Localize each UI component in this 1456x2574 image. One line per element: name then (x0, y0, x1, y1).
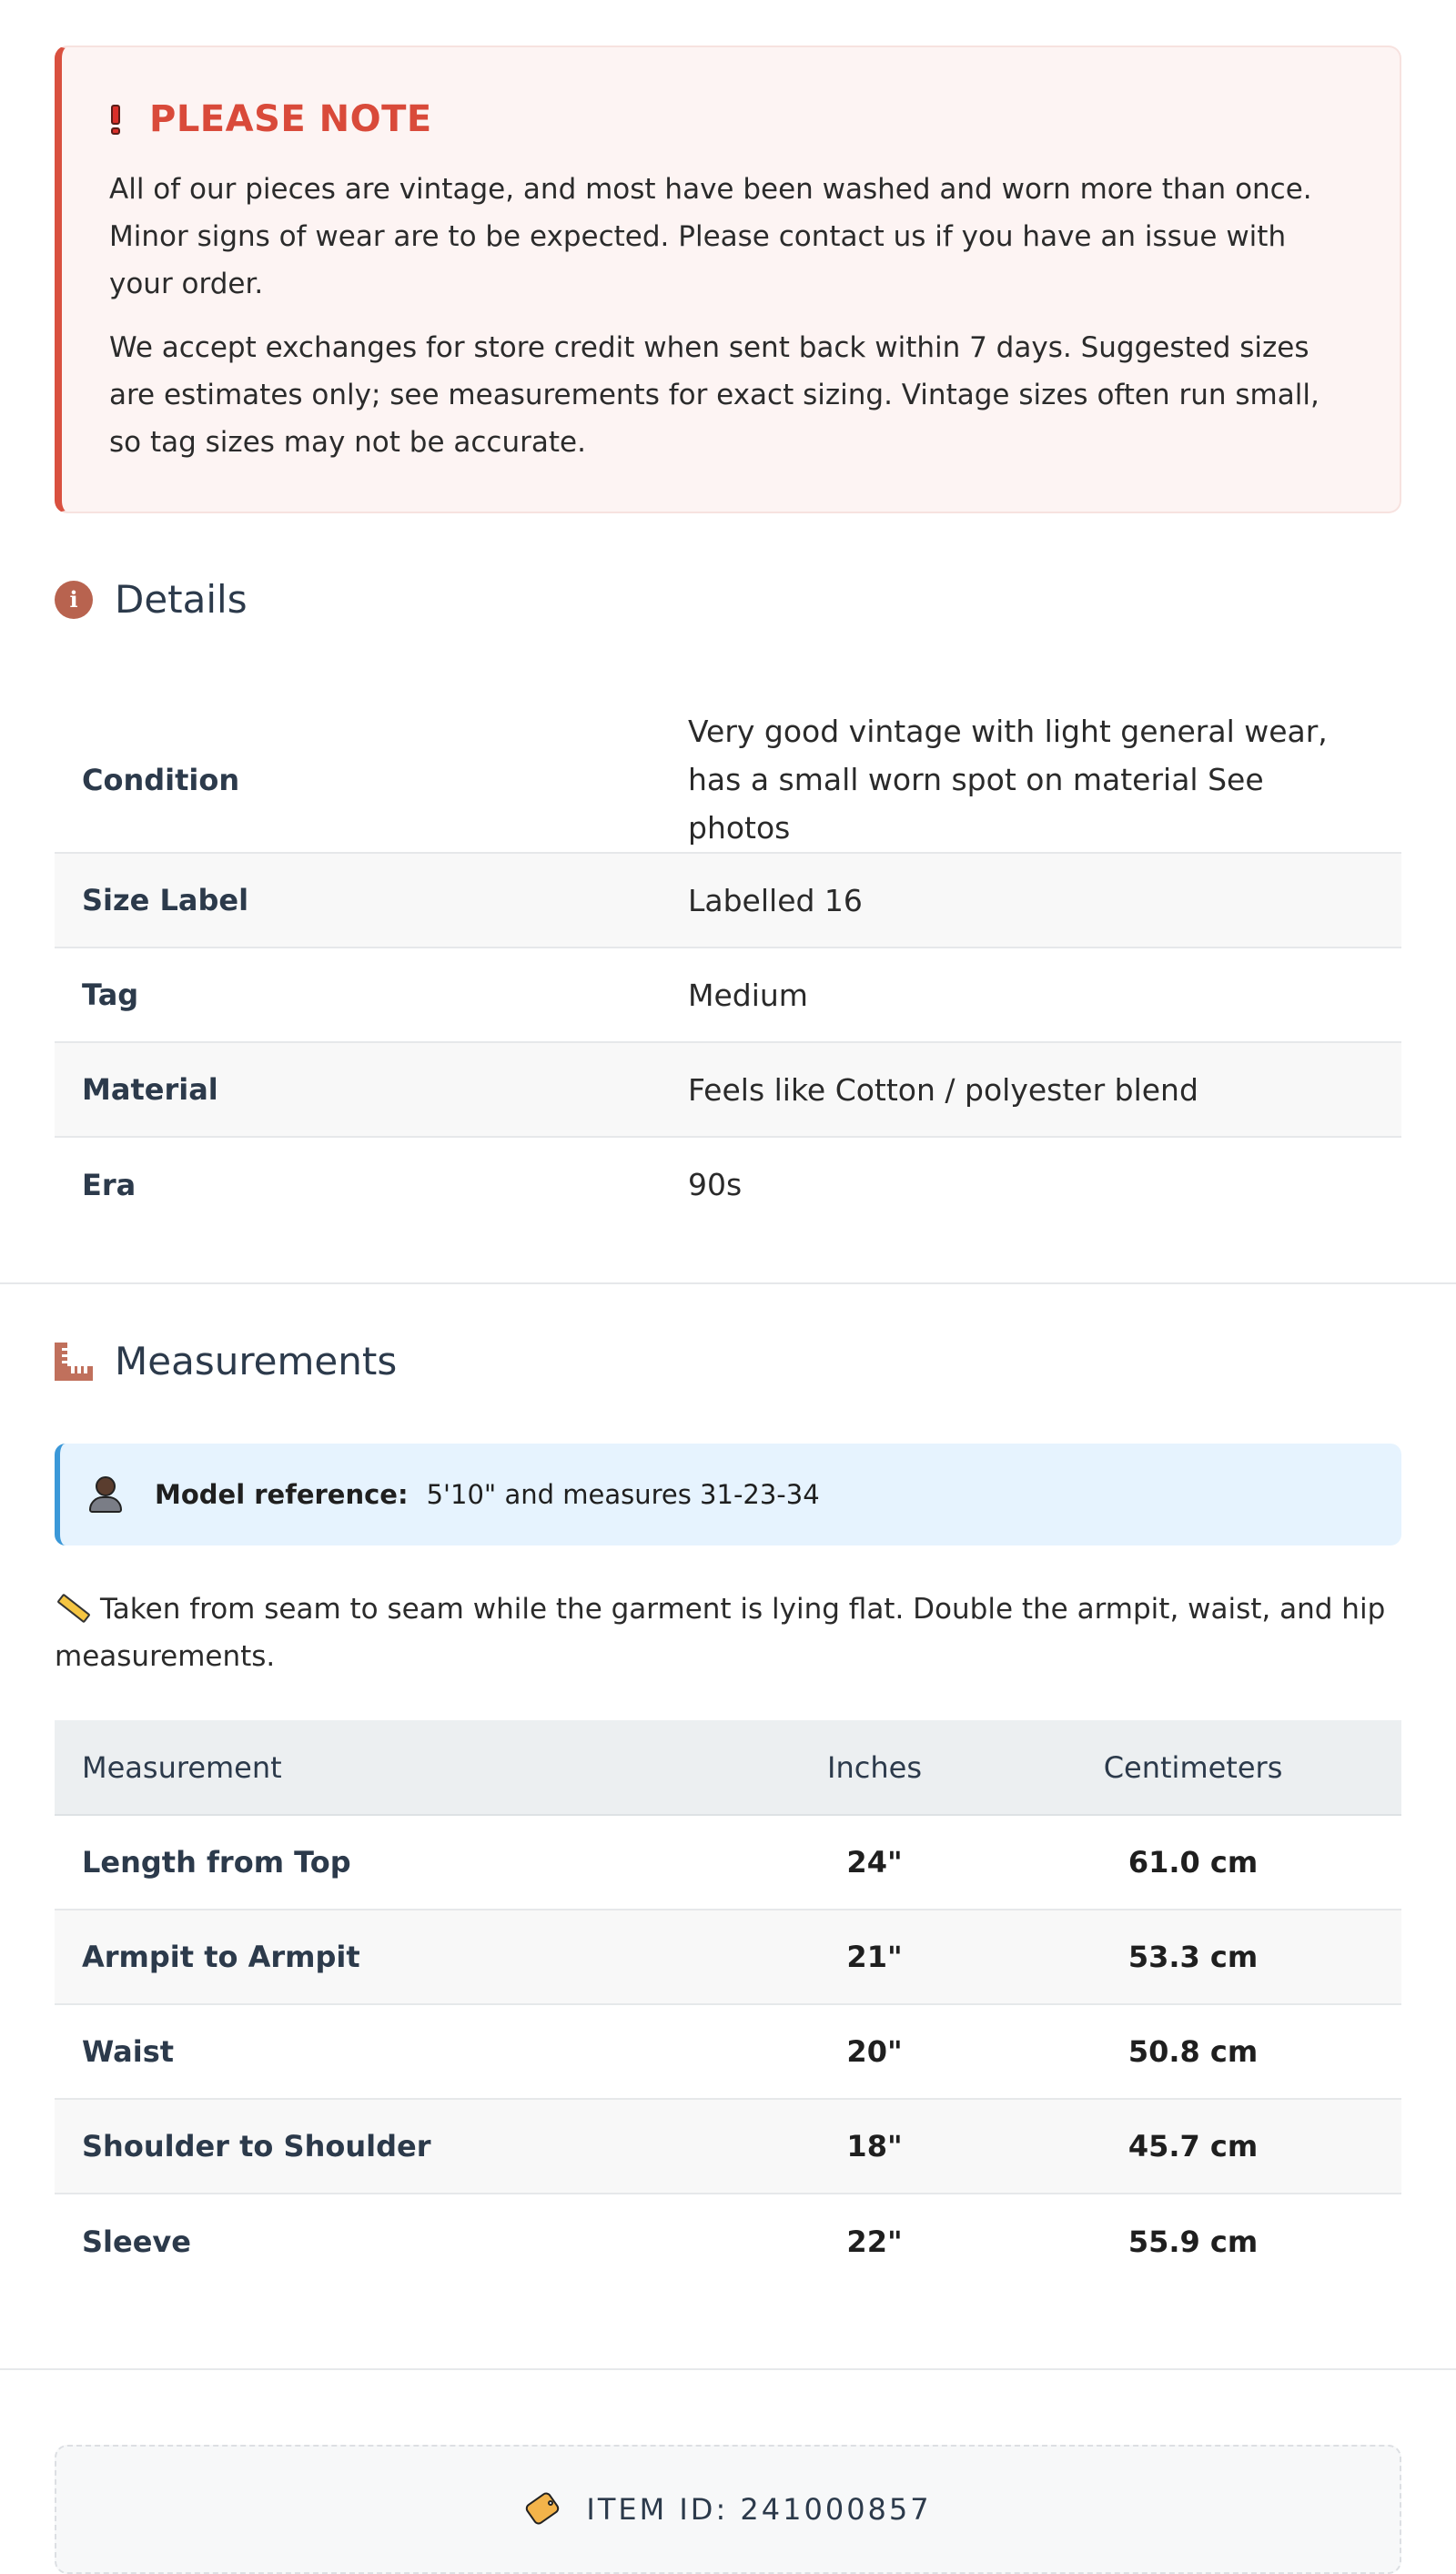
column-header: Measurement (55, 1720, 764, 1815)
measurement-cm: 53.3 cm (985, 1910, 1401, 2004)
measurement-instructions (55, 1586, 1401, 1680)
measurement-cm: 45.7 cm (985, 2099, 1401, 2194)
table-row (55, 853, 1401, 948)
item-id-box (55, 2445, 1401, 2574)
measurements-section (0, 1284, 1456, 2288)
table-row (55, 2099, 1401, 2194)
table-row (55, 1910, 1401, 2004)
measurements-title: Measurements (115, 1339, 398, 1383)
item-section (0, 2445, 1456, 2574)
measurement-cm: 50.8 cm (985, 2004, 1401, 2099)
exclamation-icon (109, 103, 122, 136)
column-header: Centimeters (985, 1720, 1401, 1815)
details-title: Details (115, 577, 248, 622)
table-header-row (55, 1720, 1401, 1815)
detail-label: Condition (55, 707, 661, 853)
measurement-inches: 21" (764, 1910, 985, 2004)
detail-label: Era (82, 1167, 136, 1202)
page (0, 0, 1456, 1231)
measurement-name: Waist (55, 2004, 764, 2099)
table-row (55, 1815, 1401, 1910)
divider (0, 2368, 1456, 2370)
detail-value: Feels like Cotton / polyester blend (661, 1042, 1401, 1137)
measurement-inches: 20" (764, 2004, 985, 2099)
details-header (55, 577, 1401, 622)
column-header: Inches (764, 1720, 985, 1815)
table-row (55, 1137, 1401, 1231)
details-table (55, 707, 1401, 1231)
notice-box (55, 46, 1401, 513)
pencil-icon (55, 1594, 91, 1621)
detail-value: Very good vintage with light general wear, has a small worn spot on material See photos (661, 707, 1401, 853)
table-row (55, 707, 1401, 853)
table-row (55, 1042, 1401, 1137)
table-row (55, 2194, 1401, 2288)
detail-label: Size Label (55, 853, 661, 948)
tag-icon (524, 2493, 562, 2526)
notice-header (109, 98, 1352, 140)
measurements-header (55, 1339, 1401, 1383)
detail-label: Material (55, 1042, 661, 1137)
notice-paragraph: We accept exchanges for store credit when sent back within 7 days. Suggested sizes are estimates only; see measurements for exact sizing. Vintage sizes often run small, so tag sizes may not be accurate. (109, 331, 1320, 459)
table-row (55, 948, 1401, 1042)
item-id: ITEM ID: 241000857 (586, 2492, 932, 2527)
ruler-icon (55, 1343, 93, 1381)
instructions-text: Taken from seam to seam while the garment is lying flat. Double the armpit, waist, and hip measurements. (55, 1593, 1386, 1673)
table-row (55, 2004, 1401, 2099)
detail-value: Medium (661, 948, 1401, 1042)
measurement-name: Armpit to Armpit (55, 1910, 764, 2004)
notice-title: PLEASE NOTE (149, 98, 432, 140)
model-reference-value: 5'10" and measures 31-23-34 (426, 1479, 820, 1510)
detail-label: Tag (55, 948, 661, 1042)
measurement-name: Sleeve (82, 2224, 191, 2259)
measurement-cm: 55.9 cm (1127, 2224, 1259, 2259)
detail-value: 90s (688, 1167, 743, 1202)
measurement-inches: 22" (846, 2224, 903, 2259)
measurements-table (55, 1720, 1401, 2288)
measurement-name: Shoulder to Shoulder (55, 2099, 764, 2194)
detail-value: Labelled 16 (661, 853, 1401, 948)
measurement-inches: 24" (764, 1815, 985, 1910)
measurement-name: Length from Top (55, 1815, 764, 1910)
person-icon (89, 1476, 122, 1513)
info-icon: i (55, 581, 93, 619)
notice-paragraph: All of our pieces are vintage, and most have been washed and worn more than once. Minor signs of wear are to be expected. Please contact us if you have an issue with your order. (109, 173, 1312, 300)
model-reference-box (55, 1444, 1401, 1545)
measurement-inches: 18" (764, 2099, 985, 2194)
measurement-cm: 61.0 cm (985, 1815, 1401, 1910)
model-reference-label: Model reference: (155, 1479, 409, 1510)
